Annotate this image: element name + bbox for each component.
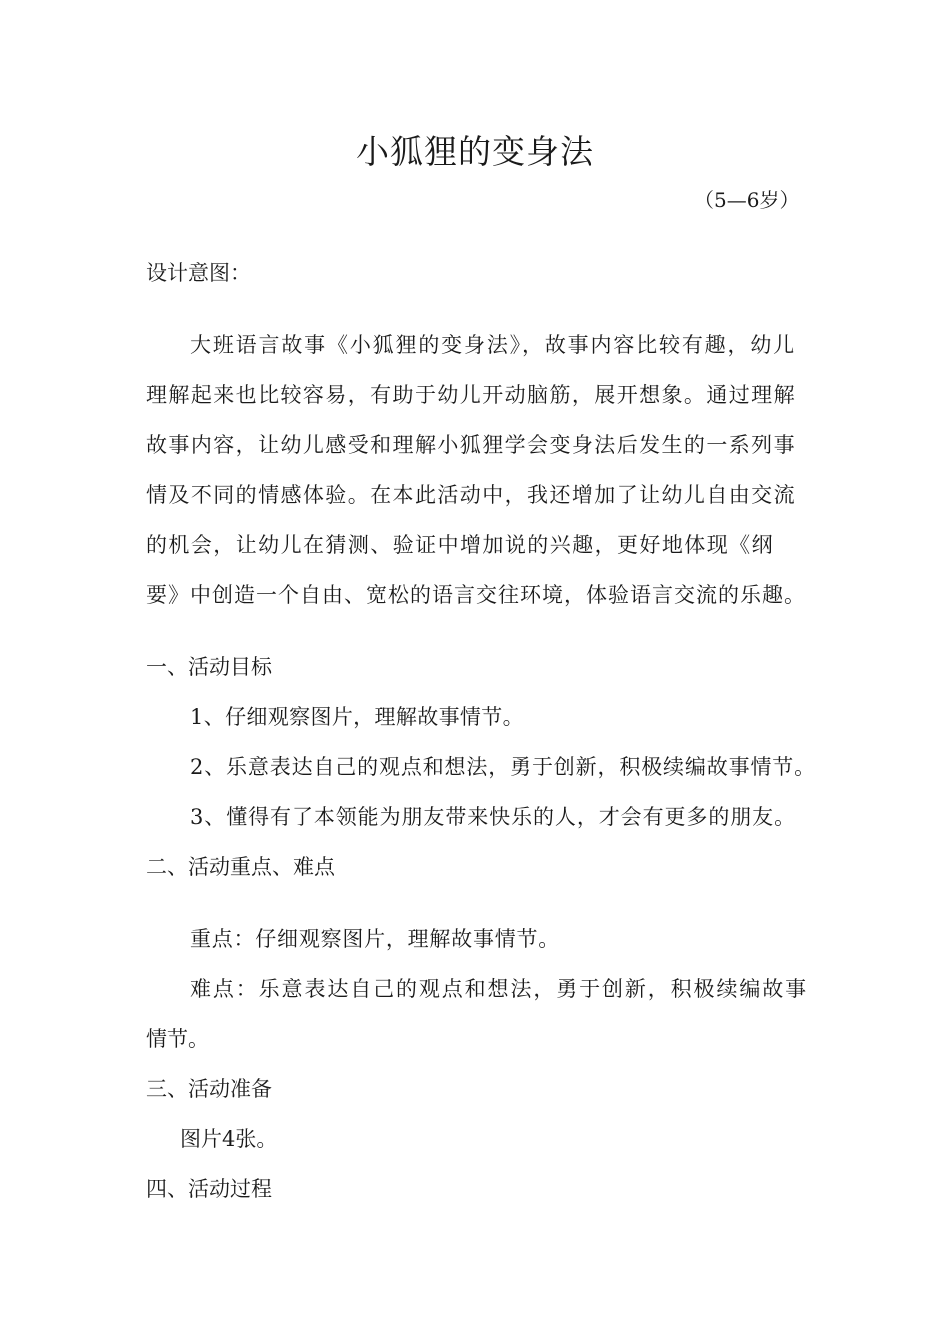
intent-line-2: 理解起来也比较容易，有助于幼儿开动脑筋，展开想象。通过理解 [146,383,796,407]
intent-line-5: 的机会，让幼儿在猜测、验证中增加说的兴趣，更好地体现《纲 [146,533,774,557]
difficulty-line-1: 难点：乐意表达自己的观点和想法，勇于创新，积极续编故事 [190,977,808,1001]
intent-line-3: 故事内容，让幼儿感受和理解小狐狸学会变身法后发生的一系列事 [146,433,796,457]
difficulty-line-2: 情节。 [146,1027,209,1051]
goal-item-2: 2、乐意表达自己的观点和想法，勇于创新，积极续编故事情节。 [190,755,816,779]
section-heading-preparation: 三、活动准备 [146,1077,272,1101]
intent-line-1: 大班语言故事《小狐狸的变身法》，故事内容比较有趣，幼儿 [190,333,796,357]
design-intent-heading: 设计意图： [146,261,251,285]
document-title: 小狐狸的变身法 [356,132,594,171]
key-point: 重点：仔细观察图片，理解故事情节。 [190,927,560,951]
section-heading-key-points: 二、活动重点、难点 [146,855,335,879]
preparation-item: 图片4张。 [180,1127,278,1151]
intent-line-4: 情及不同的情感体验。在本此活动中，我还增加了让幼儿自由交流 [146,483,796,507]
intent-line-6: 要》中创造一个自由、宽松的语言交往环境，体验语言交流的乐趣。 [146,583,806,607]
age-range: （5—6岁） [694,188,800,212]
section-heading-process: 四、活动过程 [146,1177,272,1201]
goal-item-3: 3、懂得有了本领能为朋友带来快乐的人，才会有更多的朋友。 [190,805,796,829]
section-heading-goals: 一、活动目标 [146,655,272,679]
goal-item-1: 1、仔细观察图片，理解故事情节。 [190,705,524,729]
